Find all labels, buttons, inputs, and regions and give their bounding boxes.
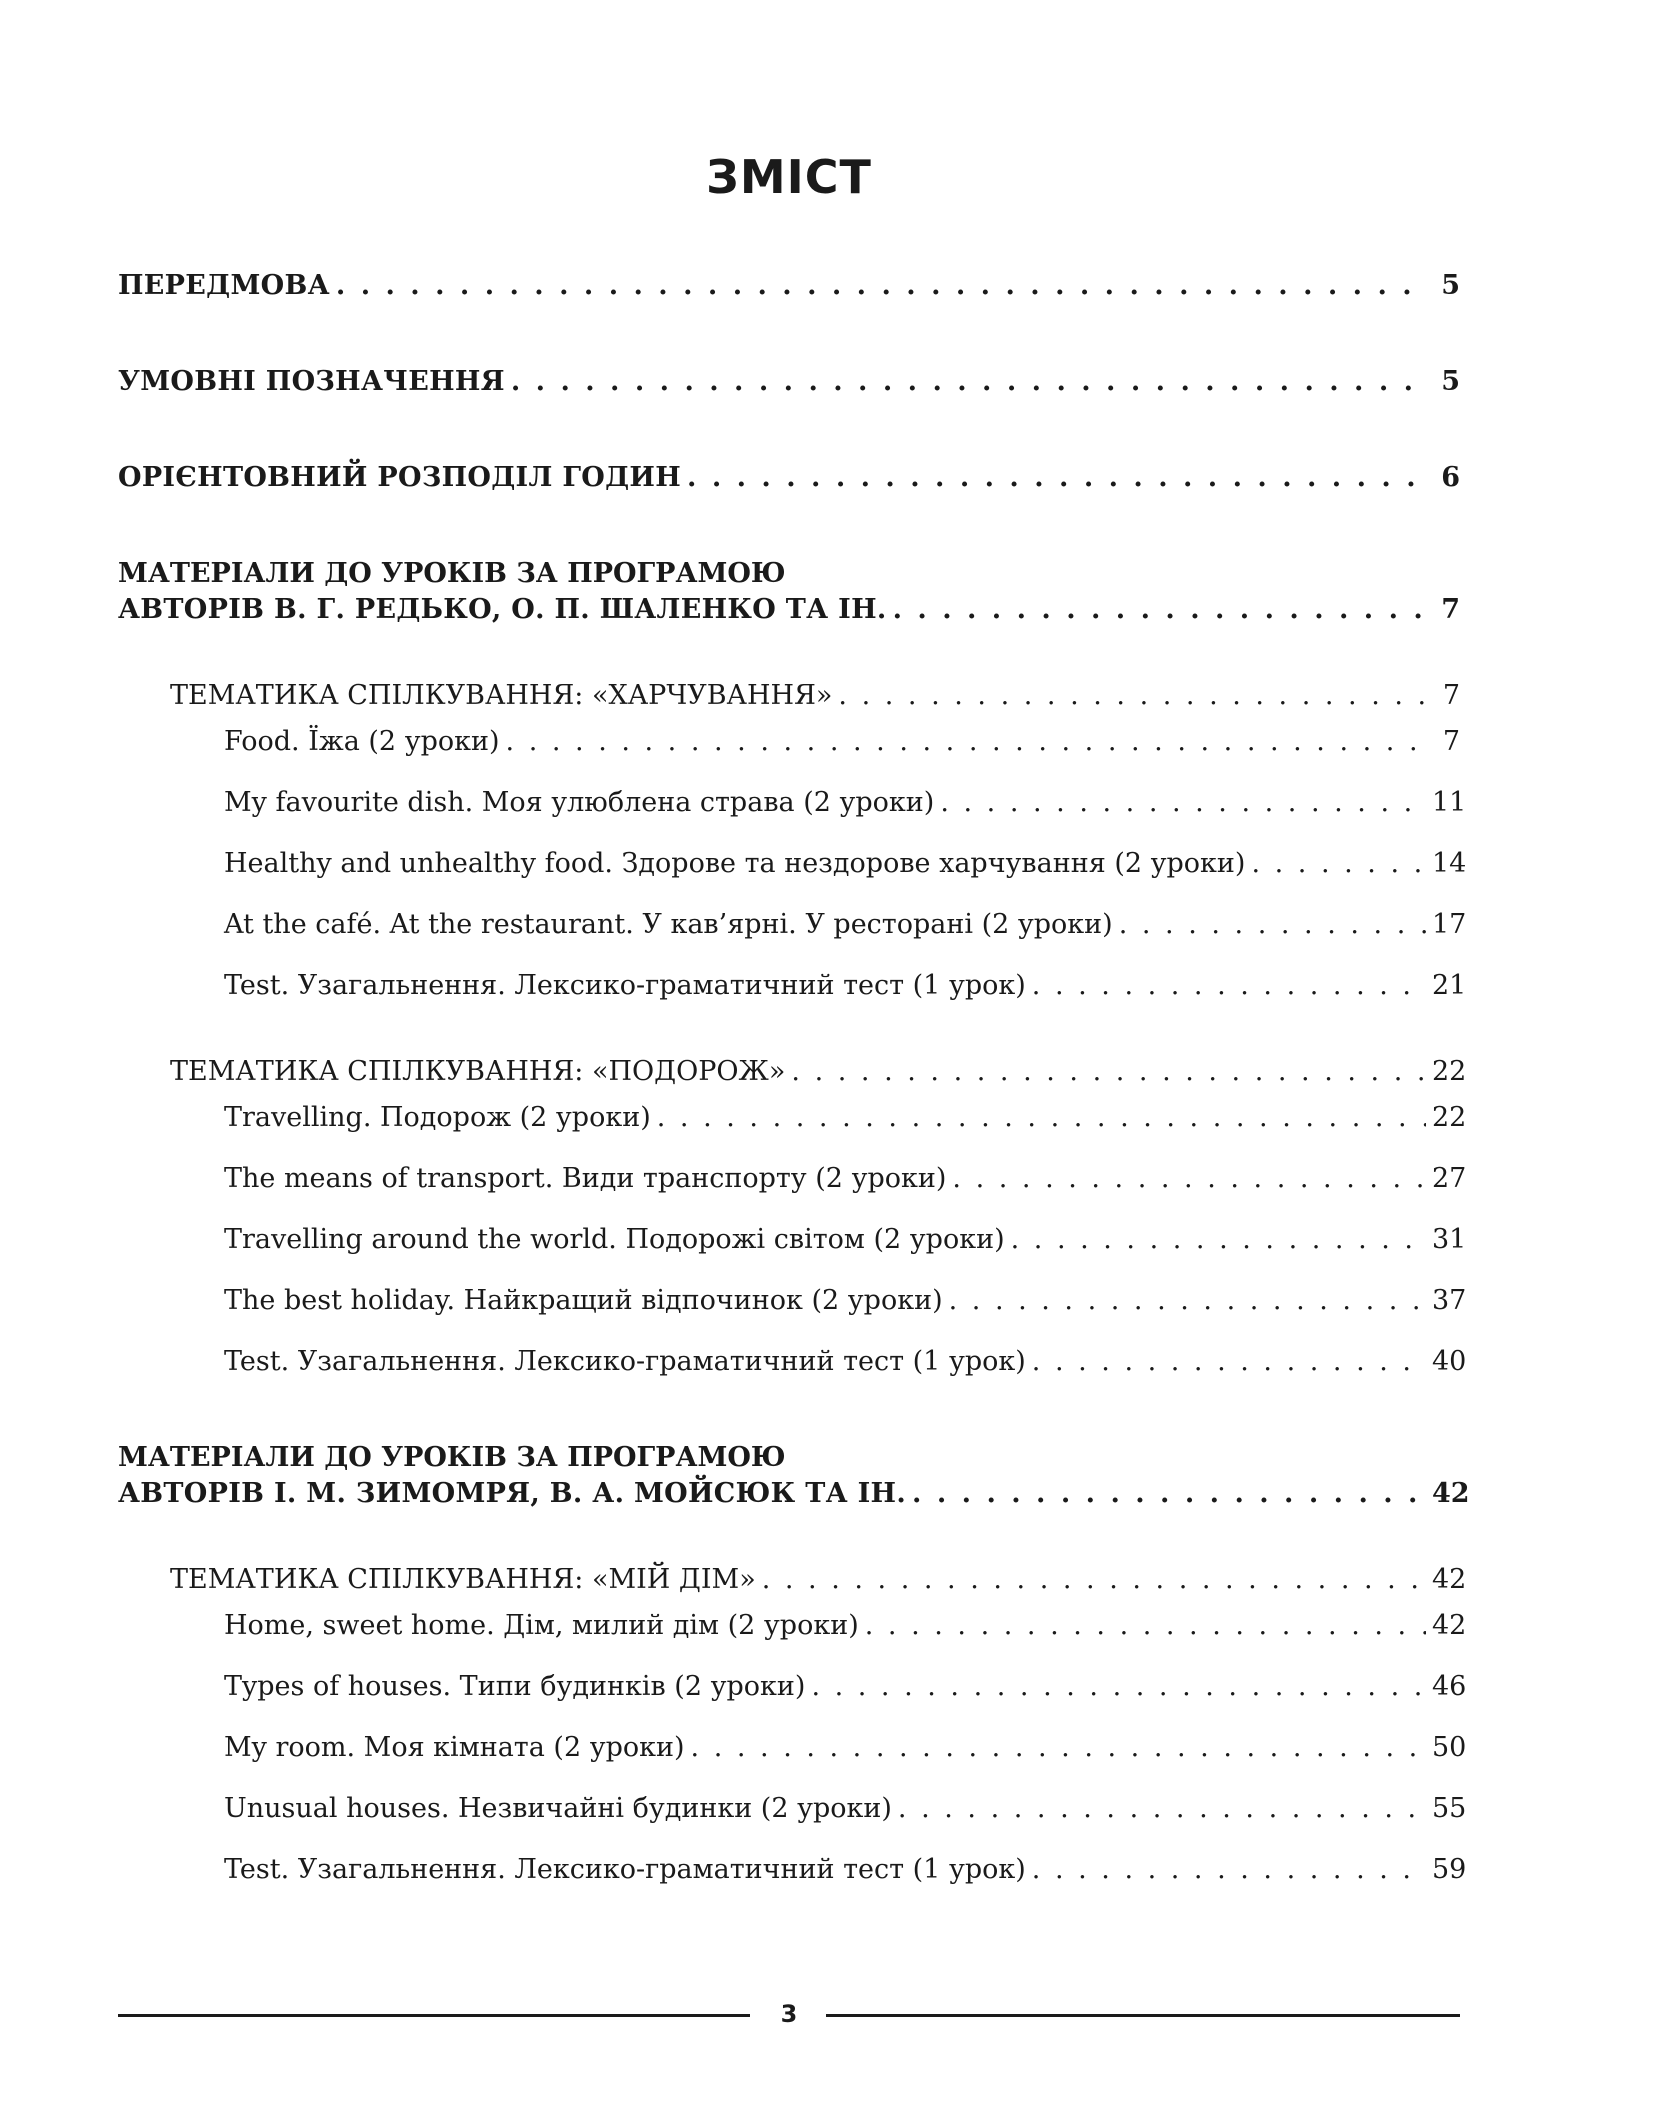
dot-leader	[1032, 968, 1426, 1004]
dot-leader	[691, 1730, 1426, 1766]
toc-entry-preface[interactable]	[118, 268, 1460, 304]
toc-item[interactable]	[118, 1791, 1467, 1827]
toc-entry-page: 5	[1441, 270, 1460, 301]
toc-item[interactable]	[118, 1730, 1467, 1766]
toc-entry-label: ОРІЄНТОВНИЙ РОЗПОДІЛ ГОДИН	[118, 462, 682, 493]
toc-entry-label: УМОВНІ ПОЗНАЧЕННЯ	[118, 366, 505, 397]
toc-entry-page: 22	[1432, 1056, 1467, 1087]
toc-entry-page: 17	[1432, 909, 1467, 940]
dot-leader	[838, 678, 1426, 714]
toc-item[interactable]	[118, 1100, 1467, 1136]
toc-item[interactable]	[118, 968, 1467, 1004]
toc-item[interactable]	[118, 907, 1467, 943]
dot-leader	[657, 1100, 1426, 1136]
dot-leader	[506, 724, 1426, 760]
toc-entry-label: ТЕМАТИКА СПІЛКУВАННЯ: «ПОДОРОЖ»	[170, 1056, 786, 1087]
toc-entry-page: 14	[1432, 848, 1467, 879]
toc-entry-page: 42	[1432, 1610, 1467, 1641]
dot-leader	[940, 785, 1426, 821]
toc-entry-label: My room. Моя кімната (2 уроки)	[224, 1732, 685, 1763]
toc-entry-page: 27	[1432, 1163, 1467, 1194]
toc-entry-label: Types of houses. Типи будинків (2 уроки)	[224, 1671, 806, 1702]
dot-leader	[912, 1476, 1426, 1512]
toc-section-heading-line2	[118, 592, 1460, 628]
dot-leader	[811, 1669, 1426, 1705]
toc-entry-label: Test. Узагальнення. Лексико-граматичний тест (1 урок)	[224, 1854, 1026, 1885]
dot-leader	[1032, 1852, 1426, 1888]
toc-entry-page: 31	[1432, 1224, 1467, 1255]
dot-leader	[893, 592, 1426, 628]
toc-entry-page: 22	[1432, 1102, 1467, 1133]
page-number: 3	[780, 2000, 798, 2028]
toc-entry-label: Test. Узагальнення. Лексико-граматичний тест (1 урок)	[224, 1346, 1026, 1377]
toc-entry-label: АВТОРІВ І. М. ЗИМОМРЯ, В. А. МОЙСЮК ТА ІН.	[118, 1478, 907, 1509]
toc-entry-page: 7	[1441, 594, 1460, 625]
toc-item[interactable]	[118, 1222, 1467, 1258]
table-of-contents	[118, 258, 1470, 1888]
toc-entry-page: 59	[1432, 1854, 1467, 1885]
toc-section-1[interactable]	[118, 556, 1460, 628]
toc-entry-symbols[interactable]	[118, 364, 1460, 400]
toc-entry-label: At the café. At the restaurant. У кав’ярні. У ресторані (2 уроки)	[224, 909, 1113, 940]
toc-entry-label: ТЕМАТИКА СПІЛКУВАННЯ: «МІЙ ДІМ»	[170, 1564, 756, 1595]
toc-entry-page: 40	[1432, 1346, 1467, 1377]
toc-section-heading-line1: МАТЕРІАЛИ ДО УРОКІВ ЗА ПРОГРАМОЮ	[118, 1442, 786, 1473]
toc-entry-page: 55	[1432, 1793, 1467, 1824]
toc-item[interactable]	[118, 785, 1467, 821]
toc-entry-label: Food. Їжа (2 уроки)	[224, 726, 500, 757]
toc-item[interactable]	[118, 724, 1460, 760]
toc-item[interactable]	[118, 1608, 1467, 1644]
toc-entry-page: 42	[1432, 1564, 1467, 1595]
toc-topic[interactable]	[118, 1054, 1467, 1090]
toc-entry-page: 7	[1442, 680, 1460, 711]
page-title: ЗМІСТ	[706, 150, 872, 204]
footer-rule-right	[826, 2014, 1460, 2017]
toc-entry-page: 5	[1441, 366, 1460, 397]
dot-leader	[1011, 1222, 1426, 1258]
toc-entry-label: Healthy and unhealthy food. Здорове та нездорове харчування (2 уроки)	[224, 848, 1246, 879]
toc-entry-label: Home, sweet home. Дім, милий дім (2 уроки)	[224, 1610, 859, 1641]
toc-section-heading-line2	[118, 1476, 1470, 1512]
toc-entry-page: 50	[1432, 1732, 1467, 1763]
toc-entry-page: 42	[1432, 1478, 1470, 1509]
toc-entry-label: The best holiday. Найкращий відпочинок (2 уроки)	[224, 1285, 943, 1316]
toc-item[interactable]	[118, 846, 1467, 882]
dot-leader	[898, 1791, 1426, 1827]
dot-leader	[952, 1161, 1426, 1197]
dot-leader	[336, 268, 1426, 304]
toc-item[interactable]	[118, 1161, 1467, 1197]
toc-entry-label: АВТОРІВ В. Г. РЕДЬКО, О. П. ШАЛЕНКО ТА ІН.	[118, 594, 887, 625]
toc-item[interactable]	[118, 1344, 1467, 1380]
toc-entry-hours[interactable]	[118, 460, 1460, 496]
toc-item[interactable]	[118, 1852, 1467, 1888]
toc-topic[interactable]	[118, 678, 1460, 714]
toc-entry-page: 7	[1442, 726, 1460, 757]
toc-section-heading-line1: МАТЕРІАЛИ ДО УРОКІВ ЗА ПРОГРАМОЮ	[118, 558, 786, 589]
toc-entry-label: My favourite dish. Моя улюблена страва (2 уроки)	[224, 787, 935, 818]
toc-item[interactable]	[118, 1283, 1467, 1319]
toc-entry-label: Travelling around the world. Подорожі світом (2 уроки)	[224, 1224, 1005, 1255]
toc-entry-label: ПЕРЕДМОВА	[118, 270, 330, 301]
toc-entry-label: Travelling. Подорож (2 уроки)	[224, 1102, 651, 1133]
toc-entry-label: The means of transport. Види транспорту (2 уроки)	[224, 1163, 947, 1194]
toc-entry-page: 6	[1441, 462, 1460, 493]
dot-leader	[949, 1283, 1426, 1319]
toc-section-2[interactable]	[118, 1440, 1470, 1512]
dot-leader	[687, 460, 1426, 496]
dot-leader	[762, 1562, 1426, 1598]
dot-leader	[865, 1608, 1426, 1644]
dot-leader	[1032, 1344, 1426, 1380]
toc-entry-page: 37	[1432, 1285, 1467, 1316]
toc-entry-label: Test. Узагальнення. Лексико-граматичний тест (1 урок)	[224, 970, 1026, 1001]
dot-leader	[1251, 846, 1426, 882]
toc-entry-label: Unusual houses. Незвичайні будинки (2 уроки)	[224, 1793, 892, 1824]
dot-leader	[1119, 907, 1426, 943]
dot-leader	[511, 364, 1426, 400]
toc-entry-page: 21	[1432, 970, 1467, 1001]
toc-topic[interactable]	[118, 1562, 1467, 1598]
page-footer	[118, 1996, 1460, 2032]
dot-leader	[791, 1054, 1426, 1090]
toc-entry-page: 11	[1432, 787, 1467, 818]
toc-entry-label: ТЕМАТИКА СПІЛКУВАННЯ: «ХАРЧУВАННЯ»	[170, 680, 833, 711]
toc-item[interactable]	[118, 1669, 1467, 1705]
toc-entry-page: 46	[1432, 1671, 1467, 1702]
